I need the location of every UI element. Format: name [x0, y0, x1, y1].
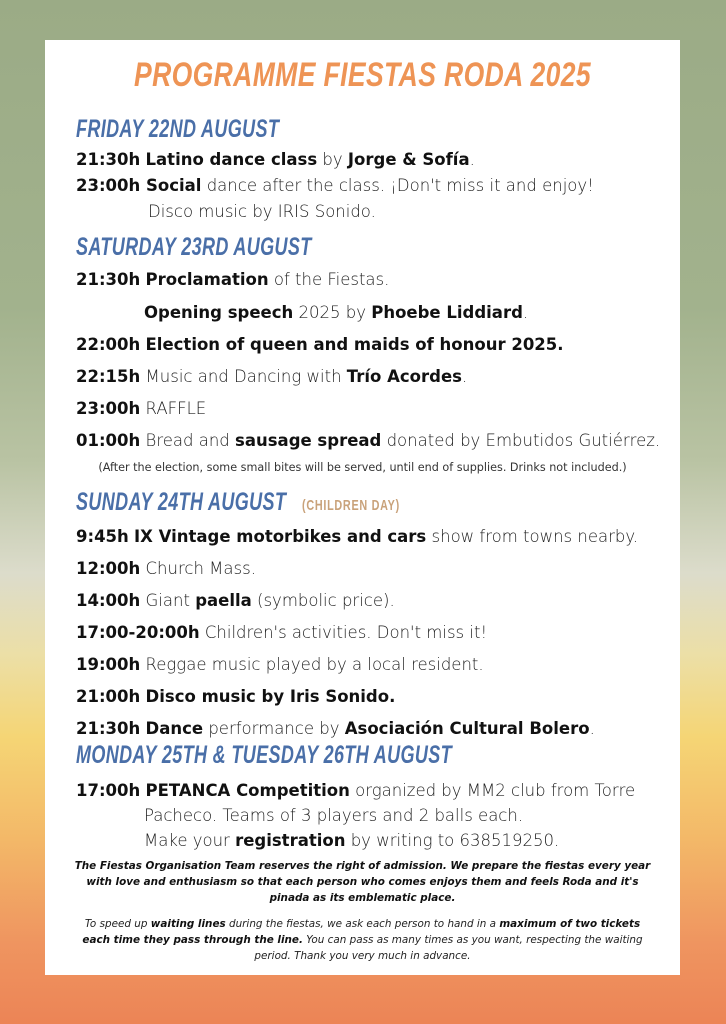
page-title: PROGRAMME FIESTAS RODA 2025 [133, 56, 592, 94]
event-friday-2-cont: Disco music by IRIS Sonido. [148, 202, 376, 221]
admission-notice: The Fiestas Organisation Team reserves the right of admission. We prepare the fiestas every year with love and enthusiasm so that each person who comes enjoys them and feels Roda and it's pinada as its emblematic place. [74, 860, 651, 904]
day-heading-sunday: SUNDAY 24TH AUGUST (CHILDREN DAY) [76, 488, 400, 516]
event-saturday-5: 01:00h Bread and sausage spread donated by Embutidos Gutiérrez. [76, 431, 661, 450]
event-sunday-1: 9:45h IX Vintage motorbikes and cars show from towns nearby. [76, 527, 639, 546]
event-saturday-1-cont: Opening speech 2025 by Phoebe Liddiard. [144, 303, 529, 322]
day-heading-saturday: SATURDAY 23RD AUGUST [76, 233, 312, 261]
programme-card [45, 40, 680, 975]
event-sunday-3: 14:00h Giant paella (symbolic price). [76, 591, 395, 610]
day-heading-friday: FRIDAY 22ND AUGUST [76, 115, 280, 143]
event-monday-1-cont2: Make your registration by writing to 638519250. [144, 831, 560, 850]
event-monday-1: 17:00h PETANCA Competition organized by MM2 club from Torre [76, 781, 636, 800]
tickets-notice: To speed up waiting lines during the fiestas, we ask each person to hand in a maximum of two tickets each time they pass through the line. You can pass as many times as you want, respecting the waiting period. Thank you very much in advance. [82, 918, 643, 962]
event-saturday-3: 22:15h Music and Dancing with Trío Acordes. [76, 367, 468, 386]
event-sunday-2: 12:00h Church Mass. [76, 559, 256, 578]
saturday-note: (After the election, some small bites will be served, until end of supplies. Drinks not included.) [98, 461, 627, 474]
event-monday-1-cont1: Pacheco. Teams of 3 players and 2 balls each. [144, 806, 524, 825]
event-friday-1: 21:30h Latino dance class by Jorge & Sofía. [76, 150, 475, 169]
event-sunday-6: 21:00h Disco music by Iris Sonido. [76, 687, 396, 706]
event-saturday-1: 21:30h Proclamation of the Fiestas. [76, 270, 390, 289]
event-friday-2: 23:00h Social dance after the class. ¡Don't miss it and enjoy! [76, 176, 594, 195]
event-sunday-7: 21:30h Dance performance by Asociación Cultural Bolero. [76, 719, 595, 738]
event-sunday-5: 19:00h Reggae music played by a local resident. [76, 655, 484, 674]
event-saturday-4: 23:00h RAFFLE [76, 399, 207, 418]
day-heading-monday-tuesday: MONDAY 25TH & TUESDAY 26TH AUGUST [76, 741, 452, 769]
event-saturday-2: 22:00h Election of queen and maids of honour 2025. [76, 335, 564, 354]
children-day-tag: (CHILDREN DAY) [302, 497, 400, 514]
event-sunday-4: 17:00-20:00h Children's activities. Don't miss it! [76, 623, 488, 642]
